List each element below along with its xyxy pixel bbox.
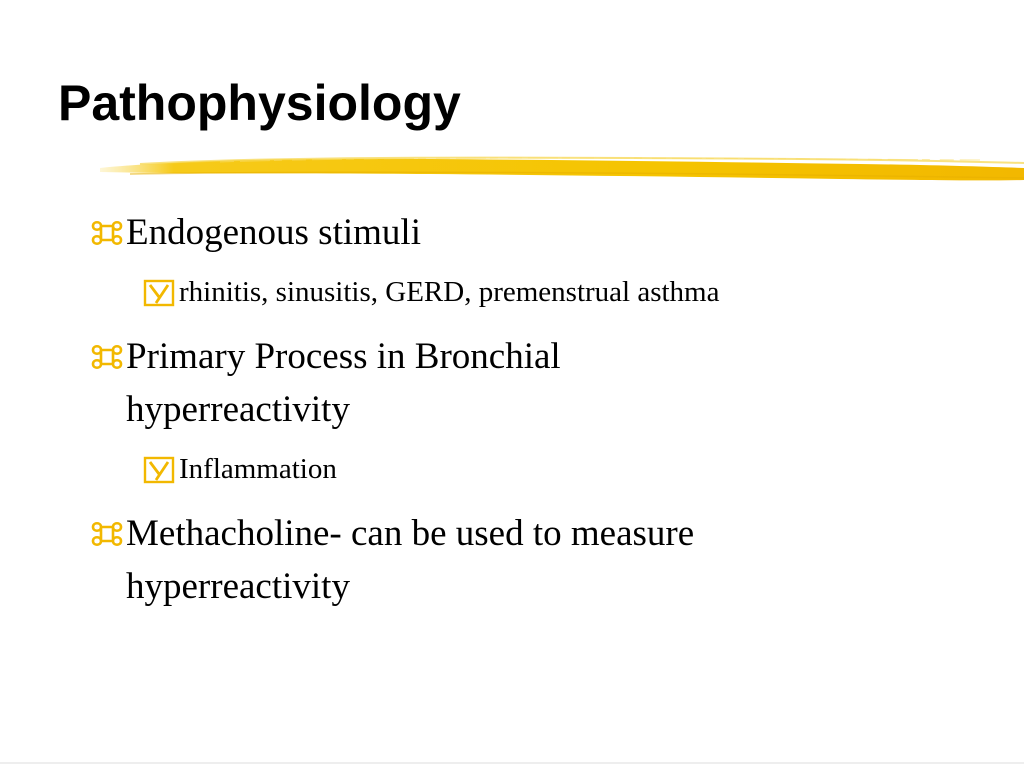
bullet-item-level1 (90, 330, 870, 436)
bullet-text: Endogenous stimuli (126, 212, 421, 253)
bottom-divider (0, 762, 1024, 764)
bullet-item-level1 (90, 206, 870, 259)
bullet-text: Primary Process in Bronchial hyperreactivity (126, 336, 561, 430)
bullet-text: Methacholine- can be used to measure hyperreactivity (126, 513, 695, 607)
command-key-icon (90, 206, 126, 259)
bullet-item-level1 (90, 507, 870, 613)
command-key-icon (90, 507, 126, 560)
slide-title: Pathophysiology (58, 75, 461, 131)
bullet-text: Inflammation (179, 453, 337, 485)
command-key-icon (90, 330, 126, 383)
bullet-item-level2 (143, 451, 1003, 487)
checkbox-icon (143, 451, 179, 487)
title-underline-brushstroke (100, 150, 1024, 190)
checkbox-icon (143, 274, 179, 310)
bullet-item-level2 (143, 274, 1003, 310)
bullet-text: rhinitis, sinusitis, GERD, premenstrual asthma (179, 276, 720, 308)
